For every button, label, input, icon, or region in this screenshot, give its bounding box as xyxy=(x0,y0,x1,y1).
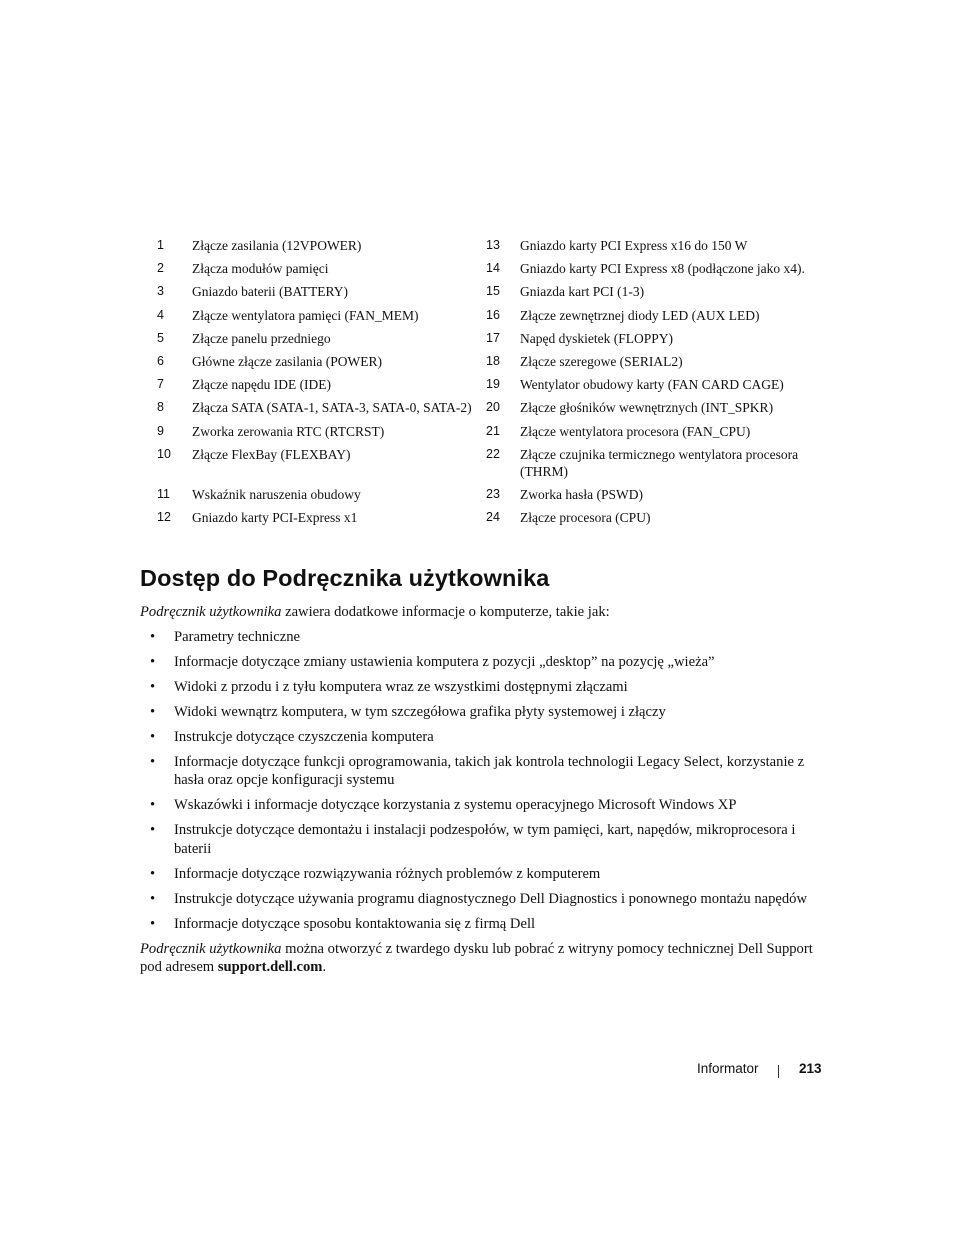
legend-cell xyxy=(152,353,481,370)
legend-number: 21 xyxy=(486,423,500,438)
bullet-icon: • xyxy=(150,915,156,932)
legend-label: Złącze FlexBay (FLEXBAY) xyxy=(192,446,351,462)
legend-cell xyxy=(152,237,481,254)
legend-row xyxy=(152,283,832,300)
section-body xyxy=(140,603,820,977)
legend-label: Złącza SATA (SATA-1, SATA-3, SATA-0, SATA-2) xyxy=(192,400,472,416)
legend-label: Złącze czujnika termicznego wentylatora procesora (THRM) xyxy=(520,446,799,479)
legend-cell xyxy=(152,446,481,480)
legend-label: Napęd dyskietek (FLOPPY) xyxy=(520,330,673,346)
legend-row xyxy=(152,353,832,370)
legend-row xyxy=(152,446,832,480)
legend-number: 15 xyxy=(486,284,500,299)
list-item xyxy=(140,628,820,647)
legend-cell xyxy=(152,486,481,503)
legend-label: Wskaźnik naruszenia obudowy xyxy=(192,486,361,502)
legend-cell xyxy=(481,486,832,503)
legend-number: 2 xyxy=(157,261,164,276)
legend-label: Złącze wentylatora procesora (FAN_CPU) xyxy=(520,423,751,439)
footer-separator xyxy=(778,1065,779,1078)
legend-row xyxy=(152,376,832,393)
legend-label: Złącze procesora (CPU) xyxy=(520,510,651,526)
legend-label: Złącze głośników wewnętrznych (INT_SPKR) xyxy=(520,400,774,416)
legend-cell xyxy=(152,260,481,277)
legend-label: Zworka zerowania RTC (RTCRST) xyxy=(192,423,385,439)
legend-number: 14 xyxy=(486,261,500,276)
bullet-icon: • xyxy=(150,703,156,720)
legend-row xyxy=(152,237,832,254)
legend-cell xyxy=(481,399,832,416)
intro-paragraph xyxy=(140,603,820,622)
legend-number: 12 xyxy=(157,510,171,525)
list-item xyxy=(140,653,820,672)
legend-number: 10 xyxy=(157,446,171,461)
bullet-icon: • xyxy=(150,797,156,814)
legend-label: Złącze zasilania (12VPOWER) xyxy=(192,238,362,253)
list-item xyxy=(140,753,820,790)
support-link[interactable]: support.dell.com xyxy=(217,959,323,976)
legend-cell xyxy=(481,446,832,480)
legend-cell xyxy=(481,260,832,277)
legend-cell xyxy=(481,423,832,440)
list-item-text: Informacje dotyczące zmiany ustawienia komputera z pozycji „desktop” na pozycję „wieża” xyxy=(174,653,715,670)
legend-label: Złącze napędu IDE (IDE) xyxy=(192,377,332,393)
legend-label: Wentylator obudowy karty (FAN CARD CAGE) xyxy=(520,377,784,393)
legend-cell xyxy=(152,307,481,324)
legend-label: Złącze wentylatora pamięci (FAN_MEM) xyxy=(192,307,419,323)
bullet-icon: • xyxy=(150,678,156,695)
legend-cell xyxy=(152,423,481,440)
list-item-text: Wskazówki i informacje dotyczące korzystania z systemu operacyjnego Microsoft Windows XP xyxy=(174,797,737,814)
legend-number: 1 xyxy=(157,238,164,252)
closing-em: Podręcznik użytkownika xyxy=(140,940,282,957)
bullet-icon: • xyxy=(150,822,156,839)
list-item xyxy=(140,915,820,934)
list-item xyxy=(140,678,820,697)
legend-label: Złącze panelu przedniego xyxy=(192,330,331,346)
list-item-text: Parametry techniczne xyxy=(174,628,301,645)
legend-label: Złącza modułów pamięci xyxy=(192,261,329,277)
legend-number: 13 xyxy=(486,238,500,252)
list-item-text: Widoki z przodu i z tyłu komputera wraz ze wszystkimi dostępnymi złączami xyxy=(174,678,628,695)
closing-rest: można otworzyć z twardego dysku lub pobrać z witryny pomocy technicznej Dell Support pod adresem xyxy=(140,940,813,976)
list-item xyxy=(140,865,820,884)
legend-number: 18 xyxy=(486,353,500,368)
legend-number: 11 xyxy=(157,486,170,501)
list-item-text: Instrukcje dotyczące demontażu i instalacji podzespołów, w tym pamięci, kart, napędów, mikroprocesora i baterii xyxy=(174,822,796,857)
legend-row xyxy=(152,307,832,324)
bullet-icon: • xyxy=(150,753,156,770)
footer-section-name: Informator xyxy=(697,1061,759,1076)
bullet-icon: • xyxy=(150,628,156,645)
legend-row xyxy=(152,509,832,526)
legend-cell xyxy=(152,330,481,347)
legend-cell xyxy=(152,283,481,300)
legend-row xyxy=(152,399,832,416)
legend-row xyxy=(152,486,832,503)
legend-row xyxy=(152,330,832,347)
list-item-text: Instrukcje dotyczące używania programu diagnostycznego Dell Diagnostics i ponownego montażu napędów xyxy=(174,890,808,907)
legend-label: Gniazda kart PCI (1-3) xyxy=(520,284,645,300)
legend-cell xyxy=(481,509,832,526)
list-item xyxy=(140,821,820,858)
legend-number: 23 xyxy=(486,486,500,501)
legend-number: 20 xyxy=(486,400,500,415)
closing-paragraph xyxy=(140,940,820,977)
legend-number: 7 xyxy=(157,377,164,392)
legend-row xyxy=(152,260,832,277)
legend-cell xyxy=(152,509,481,526)
legend-label: Gniazdo karty PCI Express x16 do 150 W xyxy=(520,238,748,253)
legend-number: 5 xyxy=(157,330,164,345)
legend-cell xyxy=(481,353,832,370)
legend-cell xyxy=(152,376,481,393)
legend-label: Gniazdo karty PCI Express x8 (podłączone jako x4). xyxy=(520,261,805,277)
bullet-icon: • xyxy=(150,890,156,907)
list-item xyxy=(140,796,820,815)
legend-cell xyxy=(481,376,832,393)
legend-number: 24 xyxy=(486,510,500,525)
list-item-text: Informacje dotyczące sposobu kontaktowania się z firmą Dell xyxy=(174,915,536,932)
list-item-text: Informacje dotyczące rozwiązywania różnych problemów z komputerem xyxy=(174,865,601,882)
list-item xyxy=(140,728,820,747)
intro-rest: zawiera dodatkowe informacje o komputerze, takie jak: xyxy=(281,604,610,620)
intro-em: Podręcznik użytkownika xyxy=(140,604,282,620)
legend-cell xyxy=(481,307,832,324)
list-item xyxy=(140,890,820,909)
legend-row xyxy=(152,423,832,440)
page-number: 213 xyxy=(799,1061,822,1076)
connector-legend xyxy=(152,237,832,532)
legend-number: 22 xyxy=(486,446,500,461)
legend-label: Gniazdo karty PCI-Express x1 xyxy=(192,510,358,526)
legend-label: Złącze zewnętrznej diody LED (AUX LED) xyxy=(520,307,760,323)
feature-list xyxy=(140,628,820,934)
list-item-text: Widoki wewnątrz komputera, w tym szczegółowa grafika płyty systemowej i złączy xyxy=(174,703,666,720)
bullet-icon: • xyxy=(150,653,156,670)
legend-number: 3 xyxy=(157,284,164,299)
legend-number: 6 xyxy=(157,353,164,368)
list-item-text: Instrukcje dotyczące czyszczenia komputera xyxy=(174,728,434,745)
legend-label: Zworka hasła (PSWD) xyxy=(520,486,643,502)
list-item-text: Informacje dotyczące funkcji oprogramowania, takich jak kontrola technologii Legacy Select, korzystanie z hasła oraz opcje konfiguracji systemu xyxy=(174,753,805,789)
bullet-icon: • xyxy=(150,728,156,745)
legend-number: 8 xyxy=(157,400,164,415)
legend-cell xyxy=(481,330,832,347)
legend-number: 19 xyxy=(486,377,500,392)
legend-label: Gniazdo baterii (BATTERY) xyxy=(192,284,348,300)
legend-number: 9 xyxy=(157,423,164,438)
closing-end: . xyxy=(322,959,327,976)
bullet-icon: • xyxy=(150,865,156,882)
legend-number: 16 xyxy=(486,307,500,322)
legend-cell xyxy=(481,283,832,300)
legend-number: 17 xyxy=(486,330,500,345)
section-title: Dostęp do Podręcznika użytkownika xyxy=(140,565,550,591)
legend-number: 4 xyxy=(157,307,164,322)
legend-label: Główne złącze zasilania (POWER) xyxy=(192,353,383,369)
legend-label: Złącze szeregowe (SERIAL2) xyxy=(520,353,683,369)
legend-cell xyxy=(152,399,481,416)
legend-cell xyxy=(481,237,832,254)
list-item xyxy=(140,703,820,722)
